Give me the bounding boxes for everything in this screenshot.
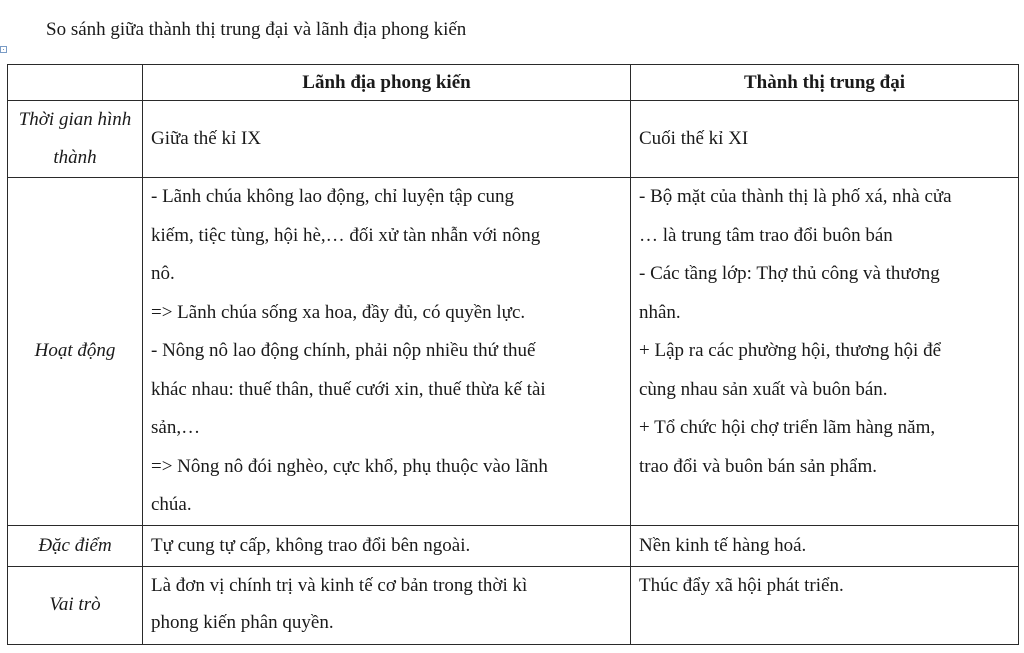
cell-line: nô. — [151, 263, 175, 284]
cell-town-role — [631, 566, 1019, 644]
cell-line: Nền kinh tế hàng hoá. — [639, 534, 807, 556]
cell-line: - Lãnh chúa không lao động, chỉ luyện tập cung — [151, 186, 515, 207]
cell-line: nhân. — [639, 301, 681, 323]
cell-line: phong kiến phân quyền. — [151, 611, 334, 633]
cell-line: kiếm, tiệc tùng, hội hè,… đối xử tàn nhẫn với nông — [151, 224, 541, 246]
document-title: So sánh giữa thành thị trung đại và lãnh địa phong kiến — [46, 19, 467, 40]
cell-line: Là đơn vị chính trị và kinh tế cơ bản trong thời kì — [151, 574, 528, 596]
table-header-row — [8, 65, 1019, 101]
cell-line: => Nông nô đói nghèo, cực khổ, phụ thuộc vào lãnh — [151, 455, 548, 477]
cell-line: Cuối thế kỉ XI — [639, 127, 749, 149]
cell-line: chúa. — [151, 494, 192, 515]
cell-line: - Bộ mặt của thành thị là phố xá, nhà cửa — [639, 186, 952, 207]
row-label-formation-time — [8, 101, 143, 178]
row-label-line: hình thành — [53, 109, 132, 168]
cell-line: - Các tầng lớp: Thợ thủ công và thương — [639, 263, 940, 284]
cell-line: trao đổi và buôn bán sản phẩm. — [639, 455, 877, 477]
cell-line: - Nông nô lao động chính, phải nộp nhiều thứ thuế — [151, 340, 536, 361]
table-anchor-icon[interactable] — [0, 46, 7, 53]
header-medieval-town: Thành thị trung đại — [631, 65, 1019, 101]
header-empty-cell — [8, 65, 143, 101]
row-label-line: Đặc điểm — [38, 534, 112, 556]
row-label-role — [8, 566, 143, 644]
cell-town-activities — [631, 178, 1019, 526]
cell-town-characteristics — [631, 525, 1019, 566]
cell-feudal-role — [143, 566, 631, 644]
cell-line: + Lập ra các phường hội, thương hội để — [639, 340, 942, 361]
comparison-table — [7, 64, 1019, 645]
table-row — [8, 525, 1019, 566]
cell-line: Tự cung tự cấp, không trao đổi bên ngoài. — [151, 534, 471, 556]
row-label-activities — [8, 178, 143, 526]
cell-line: khác nhau: thuế thân, thuế cưới xin, thuế thừa kế tài — [151, 378, 546, 400]
row-label-line: Hoạt động — [34, 340, 116, 362]
cell-feudal-formation — [143, 101, 631, 178]
cell-line: + Tổ chức hội chợ triển lãm hàng năm, — [639, 417, 936, 438]
table-row — [8, 178, 1019, 526]
cell-line: cùng nhau sản xuất và buôn bán. — [639, 378, 888, 400]
cell-town-formation — [631, 101, 1019, 178]
cell-feudal-activities — [143, 178, 631, 526]
table-row — [8, 101, 1019, 178]
row-label-line: Thời gian — [18, 109, 93, 130]
cell-line: … là trung tâm trao đổi buôn bán — [639, 224, 893, 246]
cell-line: Thúc đẩy xã hội phát triển. — [639, 574, 844, 596]
cell-line: sản,… — [151, 417, 201, 438]
table-row — [8, 566, 1019, 644]
cell-line: => Lãnh chúa sống xa hoa, đầy đủ, có quyền lực. — [151, 301, 526, 323]
row-label-line: Vai trò — [49, 594, 101, 615]
header-feudal-manor: Lãnh địa phong kiến — [143, 65, 631, 101]
row-label-characteristics — [8, 525, 143, 566]
cell-feudal-characteristics — [143, 525, 631, 566]
cell-line: Giữa thế kỉ IX — [151, 127, 262, 149]
